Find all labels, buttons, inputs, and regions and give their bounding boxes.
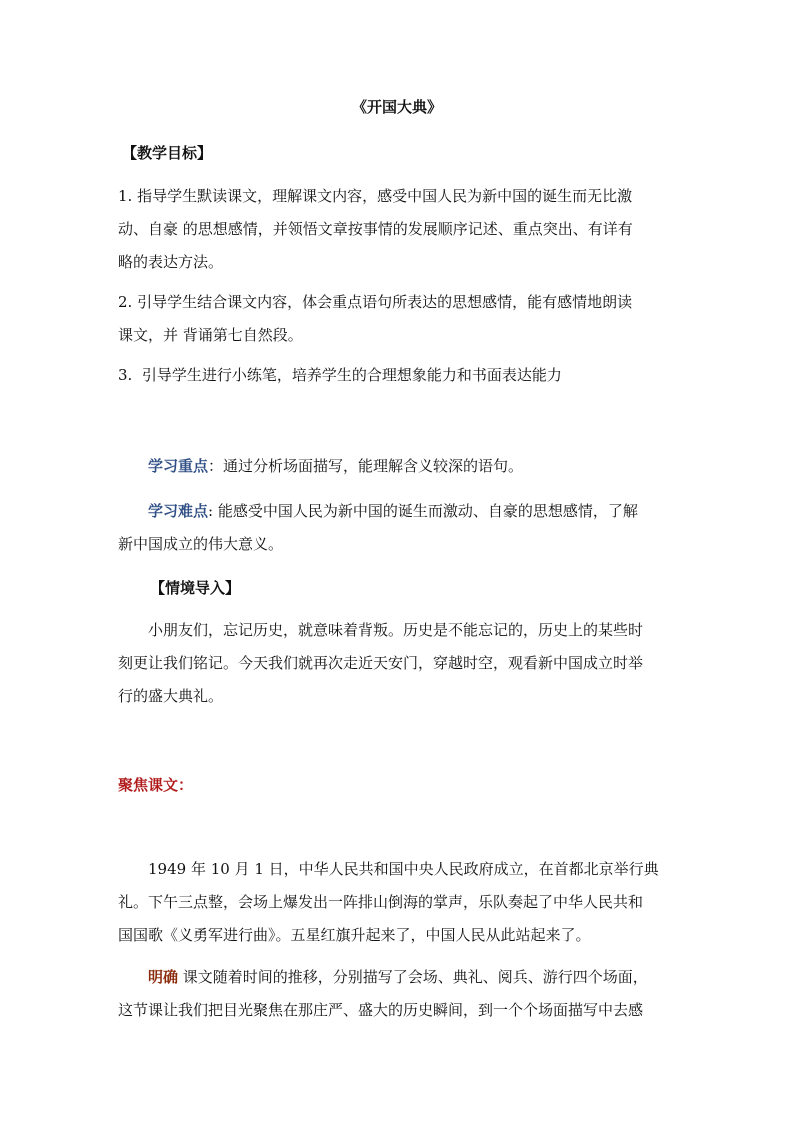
- intro-line: 刻更让我们铭记。今天我们就再次走近天安门，穿越时空，观看新中国成立时举: [118, 654, 644, 672]
- objective-2-line: 课文，并 背诵第七自然段。: [118, 326, 303, 344]
- key-point: [118, 450, 678, 483]
- focus-heading: 聚焦课文：: [118, 776, 194, 794]
- document-title: 《开国大典》: [351, 98, 442, 116]
- objective-2-line: 2. 引导学生结合课文内容，体会重点语句所表达的思想感情，能有感情地朗读: [118, 293, 633, 311]
- objective-1: [118, 180, 678, 279]
- key-point-label: 学习重点: [148, 457, 209, 475]
- intro-line: 行的盛大典礼。: [118, 687, 224, 705]
- clarify-line: 这节课让我们把目光聚焦在那庄严、盛大的历史瞬间，到一个个场面描写中去感: [118, 1001, 644, 1019]
- intro-paragraph: [118, 614, 678, 713]
- difficulty-line: 新中国成立的伟大意义。: [118, 535, 284, 553]
- text-paragraph: [118, 853, 678, 952]
- objective-3: [118, 359, 678, 392]
- objectives-heading: 【教学目标】: [122, 144, 213, 162]
- clarify-text: 课文随着时间的推移，分别描写了会场、典礼、阅兵、游行四个场面，: [178, 968, 648, 986]
- text-line: 礼。下午三点整，会场上爆发出一阵排山倒海的掌声，乐队奏起了中华人民共和: [118, 893, 644, 911]
- clarify-paragraph: [118, 961, 678, 1027]
- objective-2: [118, 286, 678, 352]
- objective-1-line: 略的表达方法。: [118, 253, 224, 271]
- objective-1-line: 动、自豪 的思想感情，并领悟文章按事情的发展顺序记述、重点突出、有详有: [118, 220, 633, 238]
- objective-1-line: 1. 指导学生默读课文，理解课文内容，感受中国人民为新中国的诞生而无比激: [118, 187, 633, 205]
- difficulty: [118, 495, 678, 561]
- key-point-text: ：通过分析场面描写，能理解含义较深的语句。: [208, 457, 524, 475]
- intro-heading: 【情境导入】: [150, 579, 241, 597]
- text-line: 1949 年 10 月 1 日，中华人民共和国中央人民政府成立，在首都北京举行典: [148, 860, 659, 878]
- intro-line: 小朋友们，忘记历史，就意味着背叛。历史是不能忘记的，历史上的某些时: [148, 621, 644, 639]
- text-line: 国国歌《义勇军进行曲》。五星红旗升起来了，中国人民从此站起来了。: [118, 926, 591, 944]
- objective-3-line: 3. 引导学生进行小练笔，培养学生的合理想象能力和书面表达能力: [118, 366, 562, 384]
- difficulty-text: : 能感受中国人民为新中国的诞生而激动、自豪的思想感情，了解: [208, 502, 638, 520]
- clarify-label: 明确: [148, 968, 179, 986]
- difficulty-label: 学习难点: [148, 502, 209, 520]
